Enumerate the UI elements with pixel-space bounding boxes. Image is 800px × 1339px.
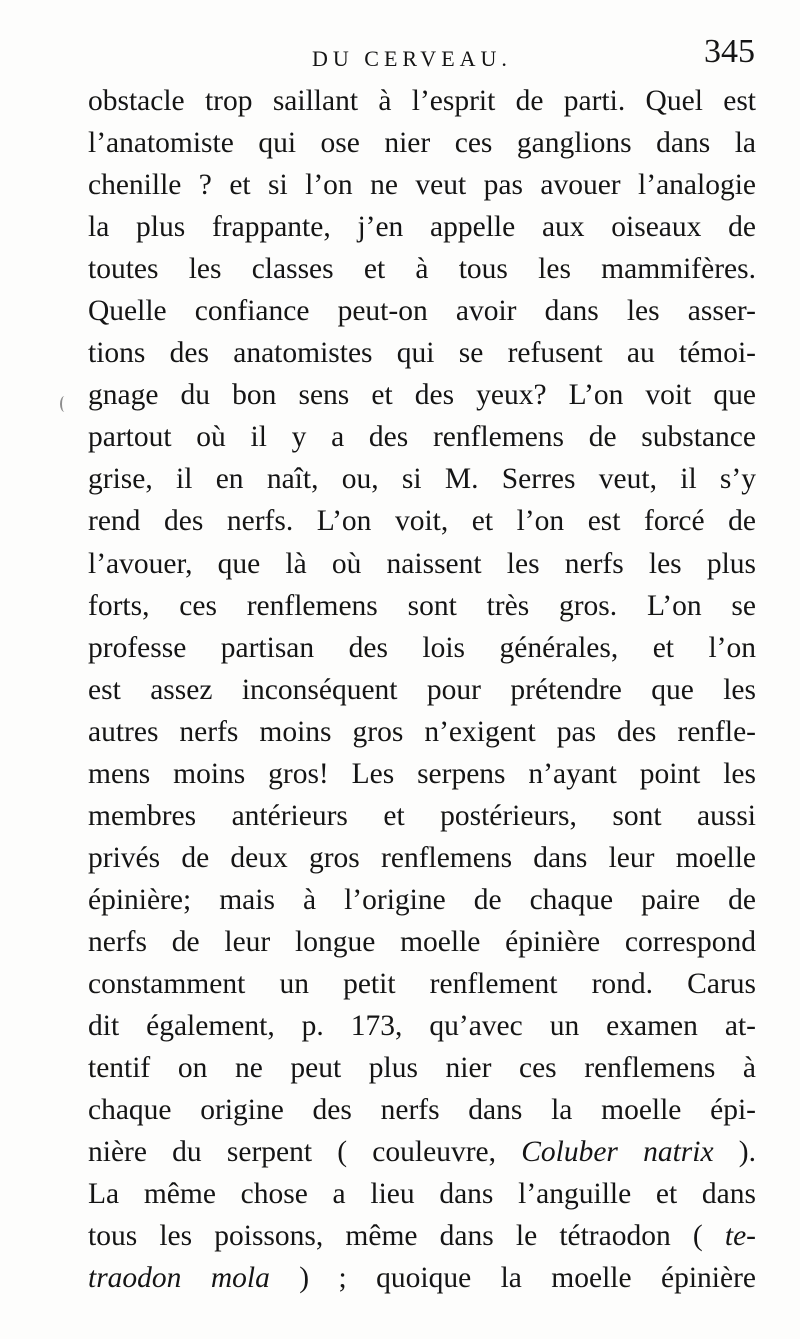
text-line-with-italic [88,1257,756,1299]
body-text [88,80,756,1299]
text-line: épinière; mais à l’origine de chaque paire de [88,883,756,916]
text-line: chaque origine des nerfs dans la moelle épi- [88,1094,756,1127]
text-line: Quelle confiance peut-on avoir dans les asser- [88,295,756,328]
text-line: dit également, p. 173, qu’avec un examen at- [88,1010,756,1043]
italic-term: Coluber natrix [521,1136,714,1169]
text-segment: ) ; quoique la moelle épinière [269,1262,756,1295]
text-line-with-italic [88,1131,756,1173]
text-line: mens moins gros! Les serpens n’ayant point les [88,757,756,790]
text-line: professe partisan des lois générales, et l’on [88,631,756,664]
text-line: chenille ? et si l’on ne veut pas avouer l’analogie [88,169,756,202]
text-line: partout où il y a des renflemens de substance [88,421,756,454]
text-line: forts, ces renflemens sont très gros. L’on se [88,589,756,622]
text-segment: ). [713,1136,756,1169]
running-head: DU CERVEAU. [312,46,512,71]
text-line: est assez inconséquent pour prétendre que les [88,673,756,706]
text-line: tions des anatomistes qui se refusent au témoi- [88,337,756,370]
text-line: la plus frappante, j’en appelle aux oiseaux de [88,211,756,244]
text-segment: nière du serpent ( couleuvre, [88,1136,522,1169]
page-number: 345 [704,33,755,70]
text-line: l’avouer, que là où naissent les nerfs les plus [88,547,756,580]
text-line: grise, il en naît, ou, si M. Serres veut, il s’y [88,463,756,496]
text-line: obstacle trop saillant à l’esprit de parti. Quel est [88,85,756,117]
margin-mark-icon [60,396,69,412]
text-line: rend des nerfs. L’on voit, et l’on est forcé de [88,505,756,538]
italic-term: traodon mola [88,1262,270,1295]
text-line: membres antérieurs et postérieurs, sont aussi [88,799,756,832]
italic-term: te- [724,1220,756,1253]
text-line: toutes les classes et à tous les mammifères. [88,253,756,286]
text-line: nerfs de leur longue moelle épinière correspond [88,925,756,958]
text-line: tentif on ne peut plus nier ces renflemens à [88,1052,756,1085]
text-line: gnage du bon sens et des yeux? L’on voit que [88,379,756,412]
text-line: La même chose a lieu dans l’anguille et dans [88,1178,756,1211]
text-line-with-italic [88,1215,756,1257]
text-line: constamment un petit renflement rond. Carus [88,967,756,1000]
text-segment: tous les poissons, même dans le tétraodon ( [88,1220,725,1253]
text-line: l’anatomiste qui ose nier ces ganglions dans la [88,127,756,160]
text-line: autres nerfs moins gros n’exigent pas des renfle- [88,715,756,748]
text-line: privés de deux gros renflemens dans leur moelle [88,841,756,874]
